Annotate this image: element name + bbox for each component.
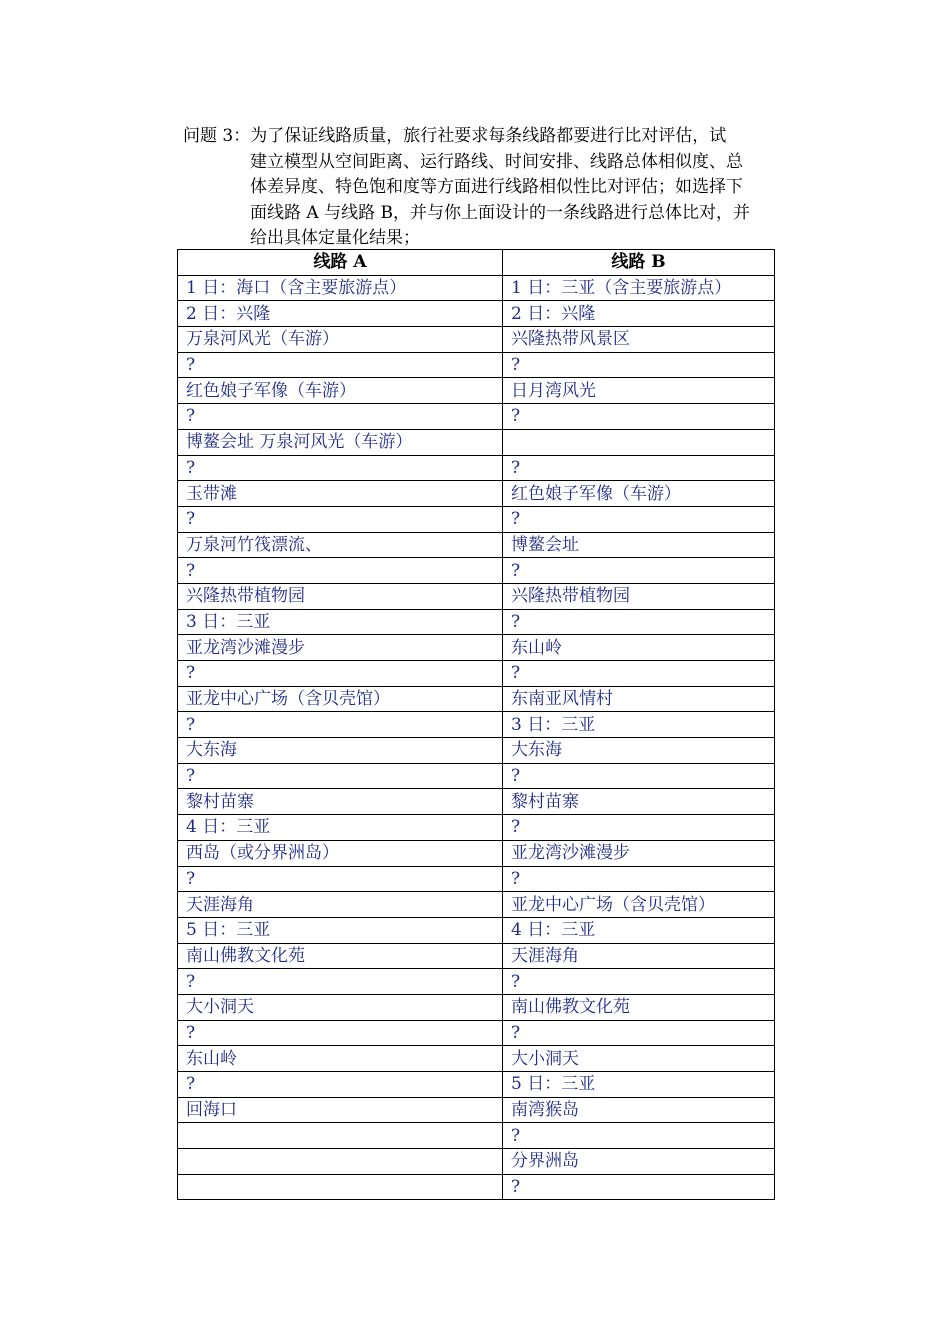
route-b-cell: ? <box>503 661 775 687</box>
table-row <box>178 1097 775 1123</box>
route-b-cell: 分界洲岛 <box>503 1149 775 1175</box>
route-comparison-table <box>177 249 775 1200</box>
table-row <box>178 738 775 764</box>
table-row <box>178 712 775 738</box>
route-a-cell: 玉带滩 <box>178 481 503 507</box>
route-b-cell: ? <box>503 609 775 635</box>
table-row <box>178 558 775 584</box>
route-b-cell: ? <box>503 455 775 481</box>
route-b-cell: ? <box>503 1020 775 1046</box>
table-row <box>178 275 775 301</box>
table-row <box>178 404 775 430</box>
table-row <box>178 969 775 995</box>
table-row <box>178 815 775 841</box>
route-b-cell: 南山佛教文化苑 <box>503 994 775 1020</box>
table-row <box>178 943 775 969</box>
route-b-cell: ? <box>503 352 775 378</box>
route-a-cell: 黎村苗寨 <box>178 789 503 815</box>
route-a-cell: ? <box>178 1020 503 1046</box>
question-continuation <box>183 150 808 252</box>
route-b-cell: 兴隆热带风景区 <box>503 327 775 353</box>
route-a-cell: ? <box>178 404 503 430</box>
question-line: 建立模型从空间距离、运行路线、时间安排、线路总体相似度、总 <box>250 151 743 172</box>
route-b-cell: 东南亚风情村 <box>503 686 775 712</box>
route-a-cell: 南山佛教文化苑 <box>178 943 503 969</box>
route-b-cell: 亚龙中心广场（含贝壳馆） <box>503 892 775 918</box>
route-a-cell: 3 日：三亚 <box>178 609 503 635</box>
table-row <box>178 1149 775 1175</box>
route-a-cell <box>178 1149 503 1175</box>
question-line: 面线路 A 与线路 B，并与你上面设计的一条线路进行总体比对，并 <box>250 202 750 223</box>
route-b-cell: ? <box>503 558 775 584</box>
table-row <box>178 661 775 687</box>
route-a-cell: 4 日：三亚 <box>178 815 503 841</box>
table-row <box>178 789 775 815</box>
table-row <box>178 1123 775 1149</box>
table-row <box>178 635 775 661</box>
table-row <box>178 1072 775 1098</box>
table-row <box>178 866 775 892</box>
table-row <box>178 609 775 635</box>
route-b-cell: ? <box>503 404 775 430</box>
route-b-cell: 东山岭 <box>503 635 775 661</box>
table-row <box>178 481 775 507</box>
route-a-cell: 东山岭 <box>178 1046 503 1072</box>
table-row <box>178 352 775 378</box>
route-b-cell: 兴隆热带植物园 <box>503 583 775 609</box>
route-b-cell: ? <box>503 866 775 892</box>
route-a-cell <box>178 1123 503 1149</box>
header-route-b: 线路 B <box>503 250 775 276</box>
table-row <box>178 840 775 866</box>
table-row <box>178 1020 775 1046</box>
route-a-cell: 博鳌会址 万泉河风光（车游） <box>178 429 503 455</box>
route-a-cell: 大小洞天 <box>178 994 503 1020</box>
route-a-cell: ? <box>178 1072 503 1098</box>
route-a-cell: 1 日：海口（含主要旅游点） <box>178 275 503 301</box>
route-b-cell: ? <box>503 969 775 995</box>
route-b-cell: 3 日：三亚 <box>503 712 775 738</box>
table-row <box>178 429 775 455</box>
route-b-cell: ? <box>503 763 775 789</box>
route-b-cell: 天涯海角 <box>503 943 775 969</box>
table-body <box>178 275 775 1200</box>
route-a-cell: 亚龙中心广场（含贝壳馆） <box>178 686 503 712</box>
route-b-cell: 南湾猴岛 <box>503 1097 775 1123</box>
table-row <box>178 327 775 353</box>
route-a-cell: 西岛（或分界洲岛） <box>178 840 503 866</box>
route-a-cell: 5 日：三亚 <box>178 917 503 943</box>
question-text <box>183 124 808 252</box>
route-a-cell: 2 日：兴隆 <box>178 301 503 327</box>
route-b-cell: 1 日：三亚（含主要旅游点） <box>503 275 775 301</box>
question-line: 问题 3：为了保证线路质量，旅行社要求每条线路都要进行比对评估，试 <box>183 126 727 146</box>
route-b-cell: 红色娘子军像（车游） <box>503 481 775 507</box>
route-b-cell: ? <box>503 1123 775 1149</box>
question-line: 体差异度、特色饱和度等方面进行线路相似性比对评估；如选择下 <box>250 177 743 197</box>
table-row <box>178 917 775 943</box>
table-row <box>178 506 775 532</box>
route-a-cell: ? <box>178 455 503 481</box>
route-a-cell: ? <box>178 969 503 995</box>
route-b-cell: 大小洞天 <box>503 1046 775 1072</box>
table-row <box>178 583 775 609</box>
route-a-cell: ? <box>178 661 503 687</box>
table-row <box>178 1174 775 1200</box>
route-b-cell: 亚龙湾沙滩漫步 <box>503 840 775 866</box>
table-header-row <box>178 250 775 276</box>
table-row <box>178 455 775 481</box>
table-row <box>178 378 775 404</box>
route-b-cell: ? <box>503 1174 775 1200</box>
route-a-cell: ? <box>178 866 503 892</box>
route-a-cell: 大东海 <box>178 738 503 764</box>
route-b-cell: 5 日：三亚 <box>503 1072 775 1098</box>
route-a-cell: 兴隆热带植物园 <box>178 583 503 609</box>
route-a-cell: ? <box>178 558 503 584</box>
header-route-a: 线路 A <box>178 250 503 276</box>
route-a-cell: 万泉河竹筏漂流、 <box>178 532 503 558</box>
route-a-cell: 回海口 <box>178 1097 503 1123</box>
table-row <box>178 1046 775 1072</box>
table-row <box>178 892 775 918</box>
route-b-cell: 大东海 <box>503 738 775 764</box>
route-a-cell: ? <box>178 712 503 738</box>
table-row <box>178 994 775 1020</box>
route-b-cell: 日月湾风光 <box>503 378 775 404</box>
route-b-cell: 2 日：兴隆 <box>503 301 775 327</box>
route-a-cell: 天涯海角 <box>178 892 503 918</box>
route-a-cell: ? <box>178 763 503 789</box>
route-a-cell: ? <box>178 506 503 532</box>
route-b-cell: ? <box>503 815 775 841</box>
route-a-cell: ? <box>178 352 503 378</box>
route-b-cell: 4 日：三亚 <box>503 917 775 943</box>
route-a-cell: 万泉河风光（车游） <box>178 327 503 353</box>
route-b-cell: ? <box>503 506 775 532</box>
table-row <box>178 686 775 712</box>
table-row <box>178 301 775 327</box>
table-row <box>178 763 775 789</box>
route-a-cell <box>178 1174 503 1200</box>
route-a-cell: 亚龙湾沙滩漫步 <box>178 635 503 661</box>
question-line: 给出具体定量化结果； <box>250 228 420 248</box>
route-b-cell: 博鳌会址 <box>503 532 775 558</box>
route-b-cell <box>503 429 775 455</box>
route-a-cell: 红色娘子军像（车游） <box>178 378 503 404</box>
table-row <box>178 532 775 558</box>
route-b-cell: 黎村苗寨 <box>503 789 775 815</box>
